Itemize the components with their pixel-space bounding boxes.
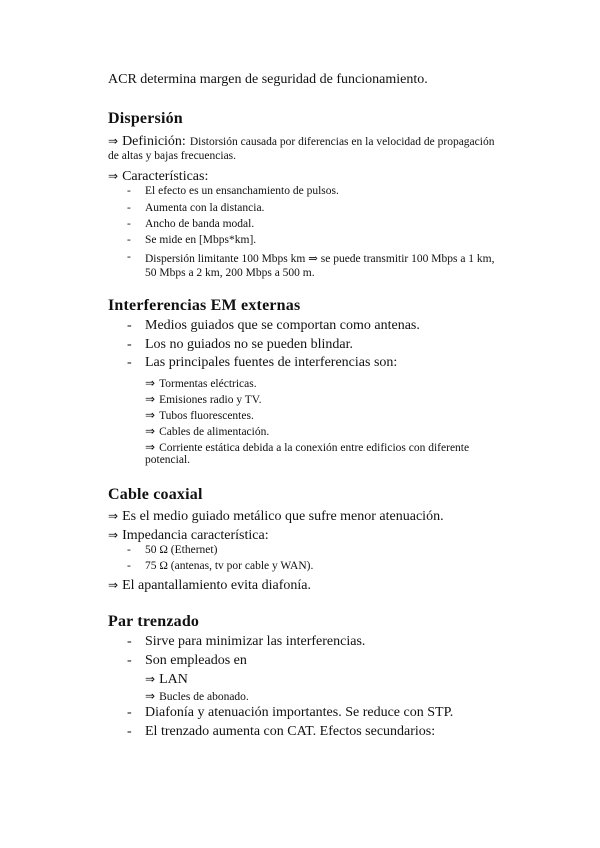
coaxial-line: ⇒ El apantallamiento evita diafonía.	[108, 578, 311, 593]
bullet-dash: -	[127, 653, 132, 668]
list-item-continuation: 50 Mbps a 2 km, 200 Mbps a 500 m.	[145, 267, 315, 279]
arrow-icon: ⇒	[108, 578, 119, 592]
list-item: Son empleados en	[145, 653, 247, 668]
heading-coaxial: Cable coaxial	[108, 486, 203, 503]
definition-line: ⇒ Definición: Distorsión causada por diferencias en la velocidad de propagación	[108, 134, 495, 149]
bullet-dash: -	[127, 202, 131, 214]
definition-continuation: de altas y bajas frecuencias.	[108, 150, 237, 162]
list-item: Dispersión limitante 100 Mbps km ⇒ se puede transmitir 100 Mbps a 1 km,	[145, 253, 495, 265]
arrow-icon: ⇒	[108, 509, 119, 523]
list-item: Medios guiados que se comportan como antenas.	[145, 318, 420, 333]
arrow-icon: ⇒	[145, 376, 156, 390]
bullet-dash: -	[127, 337, 132, 352]
bullet-dash: -	[127, 218, 131, 230]
list-item: 75 Ω (antenas, tv por cable y WAN).	[145, 560, 314, 572]
heading-interferencias: Interferencias EM externas	[108, 297, 301, 314]
arrow-icon: ⇒	[145, 424, 156, 438]
arrow-icon: ⇒	[108, 528, 119, 542]
list-item: Se mide en [Mbps*km].	[145, 234, 257, 246]
arrow-icon: ⇒	[145, 672, 156, 686]
list-item: Ancho de banda modal.	[145, 218, 255, 230]
coaxial-line: ⇒ Impedancia característica:	[108, 528, 269, 543]
list-item: Los no guiados no se pueden blindar.	[145, 337, 354, 352]
bullet-dash: -	[127, 544, 131, 556]
source-item: ⇒ Tormentas eléctricas.	[145, 376, 257, 390]
arrow-icon: ⇒	[145, 689, 156, 703]
heading-par-trenzado: Par trenzado	[108, 613, 200, 630]
list-item: El efecto es un ensanchamiento de pulsos.	[145, 185, 339, 197]
source-item-continuation: potencial.	[145, 454, 191, 466]
bullet-dash: -	[127, 318, 132, 333]
coaxial-line: ⇒ Es el medio guiado metálico que sufre menor atenuación.	[108, 509, 444, 524]
bullet-dash: -	[127, 705, 132, 720]
list-item: El trenzado aumenta con CAT. Efectos secundarios:	[145, 724, 436, 739]
arrow-icon: ⇒	[108, 169, 119, 183]
arrow-icon: ⇒	[145, 440, 156, 454]
bullet-dash: -	[127, 355, 132, 370]
arrow-icon: ⇒	[145, 408, 156, 422]
list-item: Sirve para minimizar las interferencias.	[145, 634, 366, 649]
bullet-dash: -	[127, 251, 131, 263]
bullet-dash: -	[127, 724, 132, 739]
bullet-dash: -	[127, 560, 131, 572]
source-item: ⇒ Cables de alimentación.	[145, 424, 270, 438]
characteristics-line: ⇒ Características:	[108, 169, 209, 184]
list-item: 50 Ω (Ethernet)	[145, 544, 218, 556]
sub-item: ⇒ LAN	[145, 672, 188, 687]
arrow-icon: ⇒	[145, 392, 156, 406]
intro-text: ACR determina margen de seguridad de funcionamiento.	[108, 72, 428, 87]
source-item: ⇒ Tubos fluorescentes.	[145, 408, 254, 422]
arrow-icon: ⇒	[108, 134, 119, 148]
heading-dispersion: Dispersión	[108, 110, 183, 127]
list-item: Aumenta con la distancia.	[145, 202, 265, 214]
bullet-dash: -	[127, 185, 131, 197]
list-item: Las principales fuentes de interferencias son:	[145, 355, 398, 370]
source-item: ⇒ Emisiones radio y TV.	[145, 392, 262, 406]
bullet-dash: -	[127, 234, 131, 246]
sub-item: ⇒ Bucles de abonado.	[145, 689, 249, 703]
bullet-dash: -	[127, 634, 132, 649]
list-item: Diafonía y atenuación importantes. Se reduce con STP.	[145, 705, 454, 720]
source-item: ⇒ Corriente estática debida a la conexión entre edificios con diferente	[145, 440, 470, 454]
